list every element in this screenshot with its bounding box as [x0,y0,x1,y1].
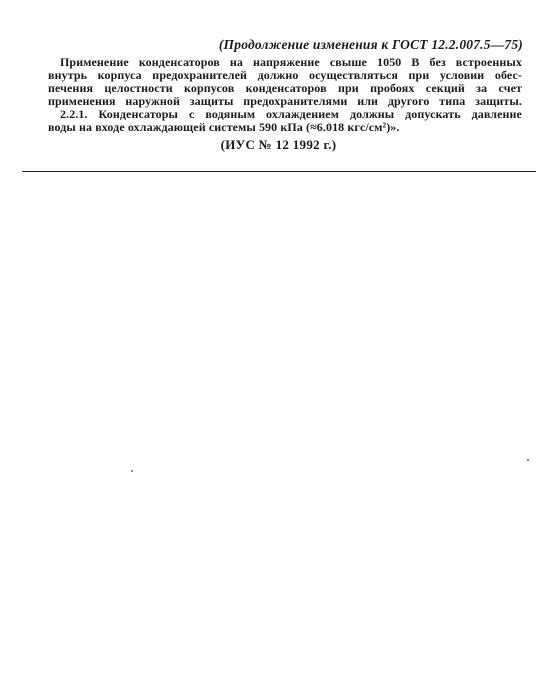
clause-2-2-1-line: воды на входе охлаждающей системы 590 кПа (≈6.018 кгс/см²)». [48,121,400,134]
section-divider [22,171,536,172]
continuation-header: (Продолжение изменения к ГОСТ 12.2.007.5—75) [218,37,523,52]
body-line: Применение конденсаторов на напряжение свыше 1050 В без встроенных [60,56,522,69]
clause-2-2-1-line: 2.2.1. Конденсаторы с водяным охлаждением должны допускать давление [60,108,522,121]
body-line: внутрь корпуса предохранителей должно осуществляться при условии обес- [48,69,522,82]
scan-speck [131,470,133,472]
body-line: применения наружной защиты предохранителями или другого типа защиты. [48,95,522,108]
document-body [48,56,522,134]
body-line: печения целостности корпусов конденсаторов при пробоях секций за счет [48,82,522,95]
source-reference: (ИУС № 12 1992 г.) [220,137,337,152]
scan-speck [527,459,529,461]
